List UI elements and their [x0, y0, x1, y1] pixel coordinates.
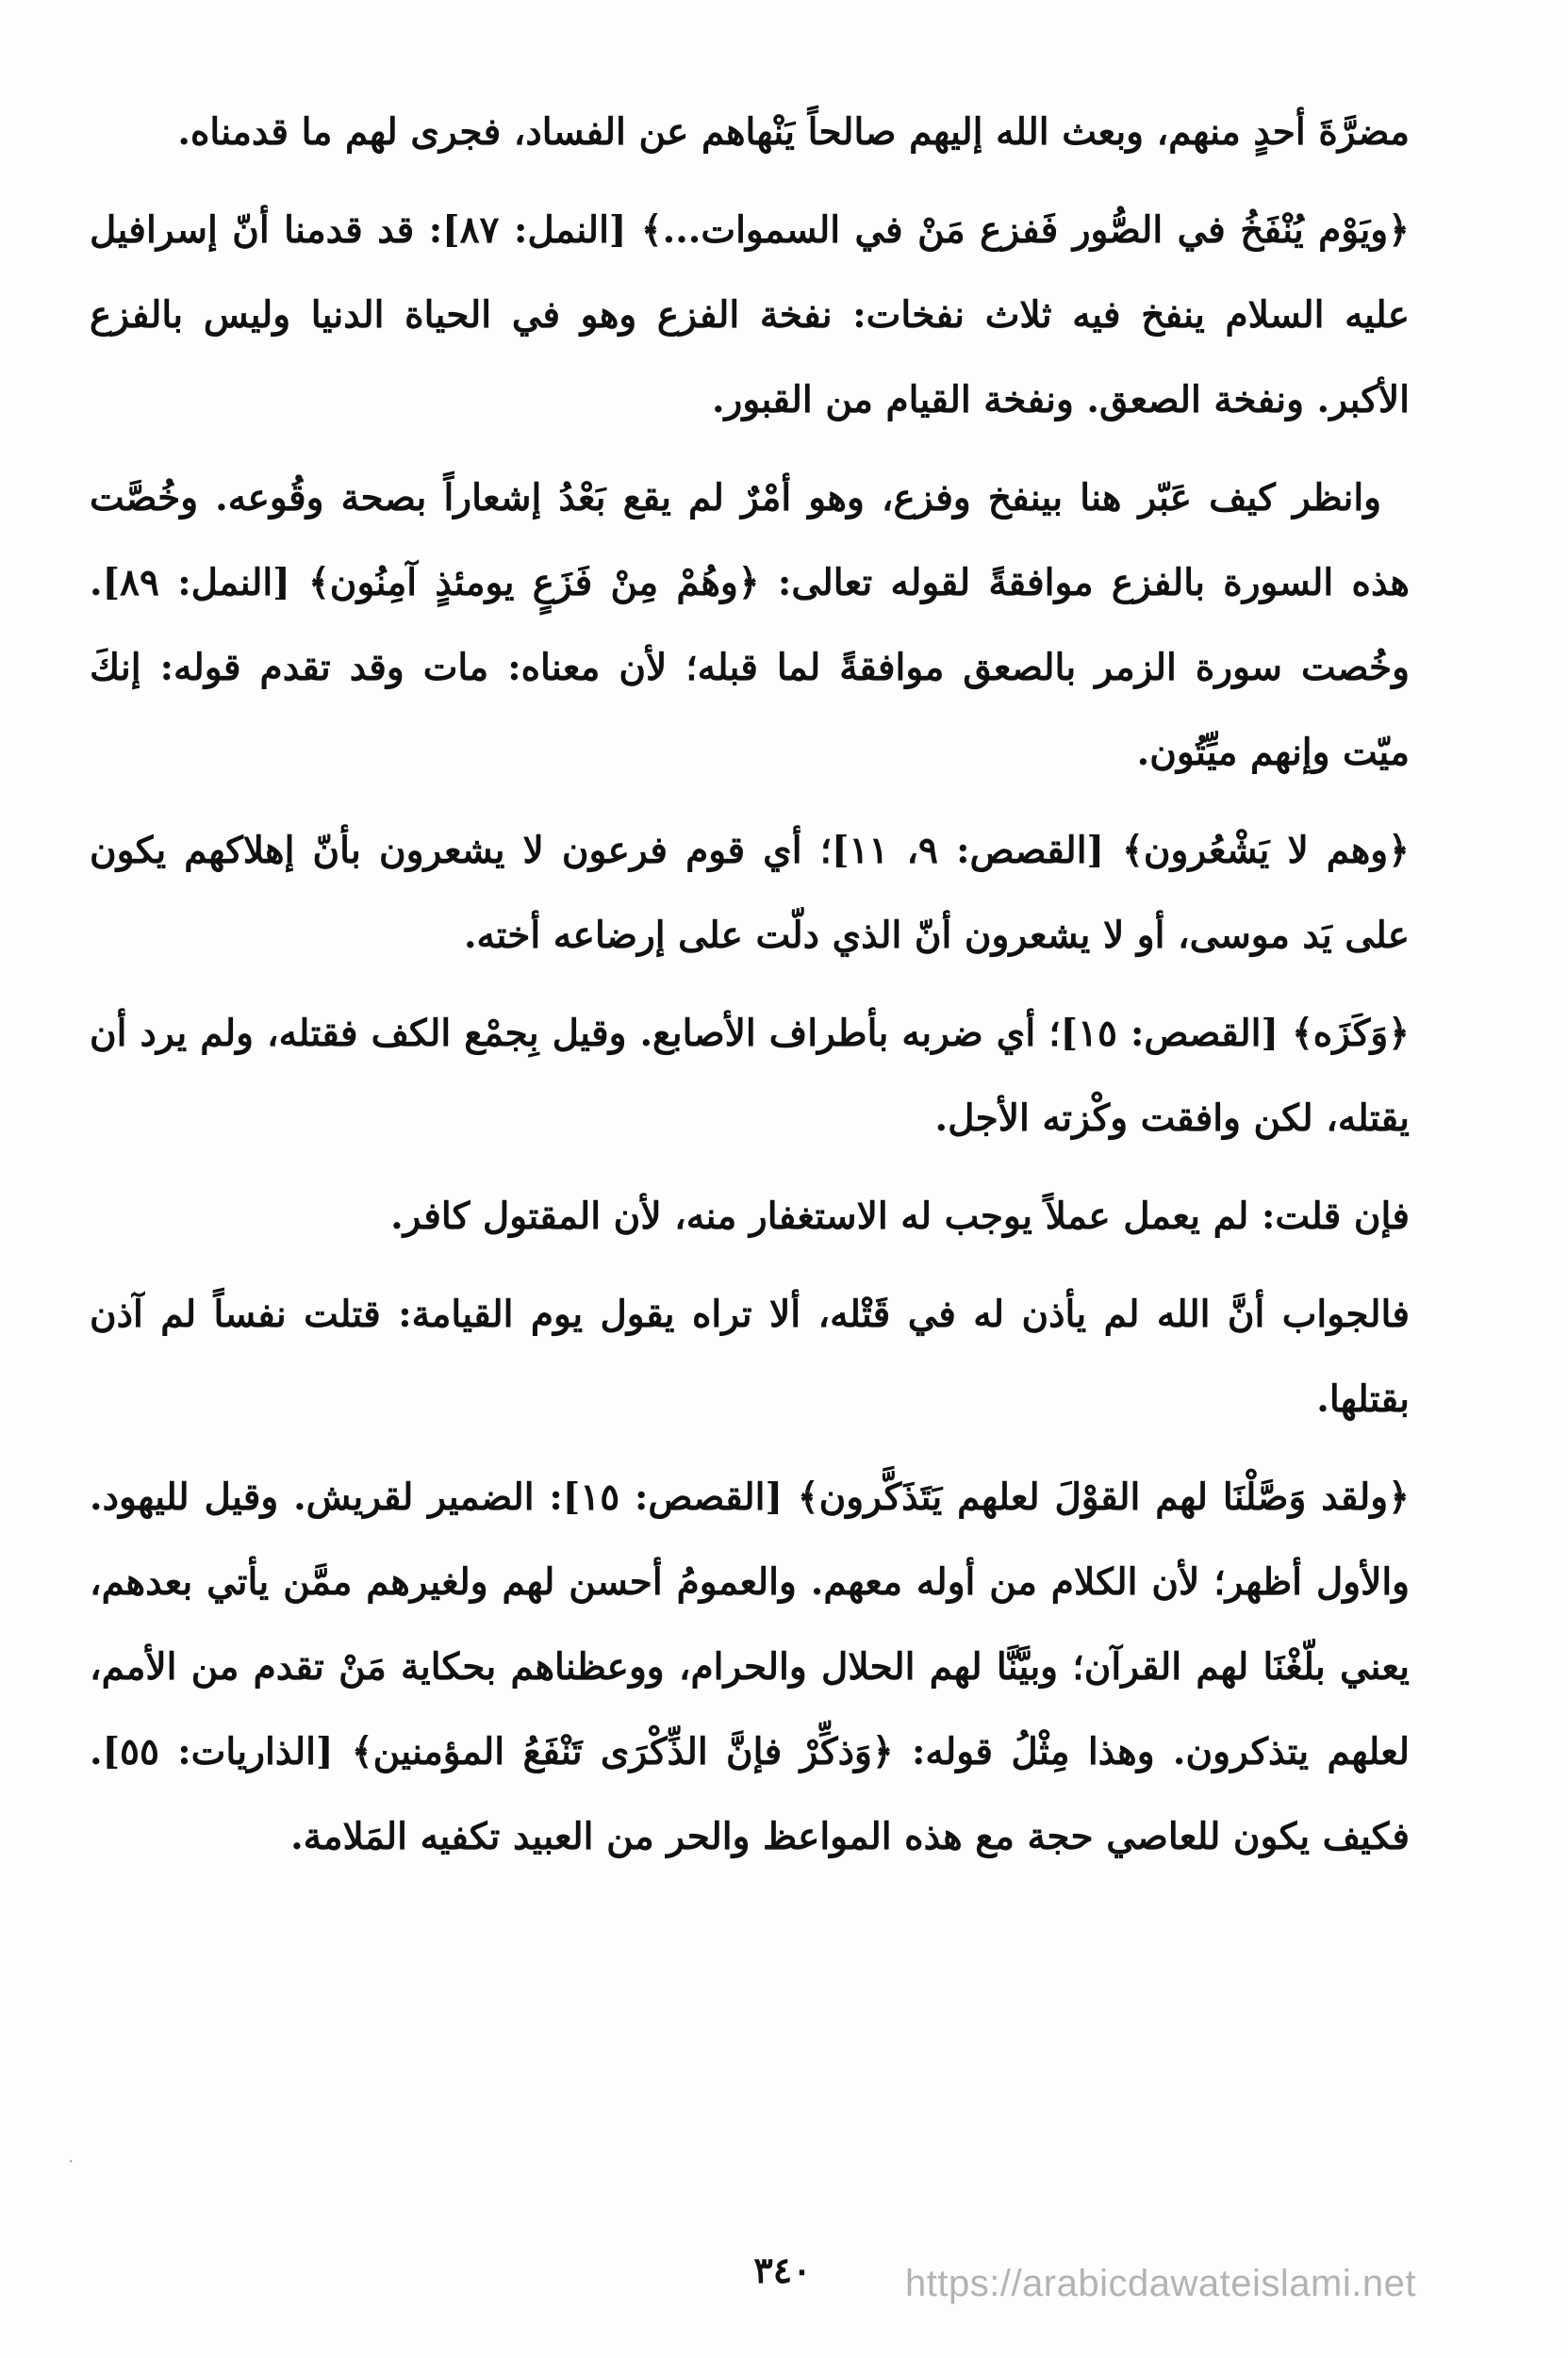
paragraph-7: فالجواب أنَّ الله لم يأذن له في قَتْله، ألا تراه يقول يوم القيامة: قتلت نفساً لم آذن بقتلها. — [90, 1293, 1410, 1421]
paragraph-4: ﴿وهم لا يَشْعُرون﴾ [القصص: ٩، ١١]؛ أي قوم فرعون لا يشعرون بأنّ إهلاكهم يكون على يَد موسى، أو لا يشعرون أنّ الذي دلّت على إرضاعه أخته. — [90, 829, 1410, 957]
paragraph-2: ﴿ويَوْم يُنْفَخُ في الصُّور فَفزع مَنْ في السموات...﴾ [النمل: ٨٧]: قد قدمنا أنّ إسرافيل عليه السلام ينفخ فيه ثلاث نفخات: نفخة الفزع وهو في الحياة الدنيا وليس بالفزع الأكبر. ونفخة الصعق. ونفخة القيام من القبور. — [90, 208, 1410, 421]
watermark-url: https://arabicdawateislami.net — [905, 2263, 1416, 2304]
page-body-text — [90, 90, 1410, 1892]
paragraph-8: ﴿ولقد وَصَّلْنَا لهم القوْلَ لعلهم يَتَذَكَّرون﴾ [القصص: ١٥]: الضمير لقريش. وقيل لليهود. والأول أظهر؛ لأن الكلام من أوله معهم. والعمومُ أحسن لهم ولغيرهم ممَّن يأتي بعدهم، يعني بلّغْنَا لهم القرآن؛ وبيَّنَّا لهم الحلال والحرام، ووعظناهم بحكاية مَنْ تقدم من الأمم، لعلهم يتذكرون. وهذا مِثْلُ قوله: ﴿وَذكِّرْ فإنَّ الذِّكْرَى تَنْفَعُ المؤمنين﴾ [الذاريات: ٥٥]. فكيف يكون للعاصي حجة مع هذه المواعظ والحر من العبيد تكفيه المَلامة. — [90, 1476, 1410, 1858]
paragraph-3: وانظر كيف عَبّر هنا بينفخ وفزع، وهو أمْرٌ لم يقع بَعْدُ إشعاراً بصحة وقُوعه. وخُصَّت هذه السورة بالفزع موافقةً لقوله تعالى: ﴿وهُمْ مِنْ فَزَعٍ يومئذٍ آمِنُون﴾ [النمل: ٨٩]. وخُصت سورة الزمر بالصعق موافقةً لما قبله؛ لأن معناه: مات وقد تقدم قوله: إنكَ ميّت وإنهم ميِّتُون. — [90, 476, 1410, 774]
paragraph-6: فإن قلت: لم يعمل عملاً يوجب له الاستغفار منه، لأن المقتول كافر. — [390, 1195, 1410, 1238]
paragraph-1: مضرَّةَ أحدٍ منهم، وبعث الله إليهم صالحاً يَنْهاهم عن الفساد، فجرى لهم ما قدمناه. — [177, 110, 1410, 154]
paragraph-5: ﴿وَكَزَه﴾ [القصص: ١٥]؛ أي ضربه بأطراف الأصابع. وقيل بِجمْع الكف فقتله، ولم يرد أن يقتله، لكن وافقت وكْزته الأجل. — [90, 1012, 1410, 1140]
margin-speck: · — [68, 2150, 74, 2172]
page-number: ٣٤٠ — [753, 2249, 812, 2291]
